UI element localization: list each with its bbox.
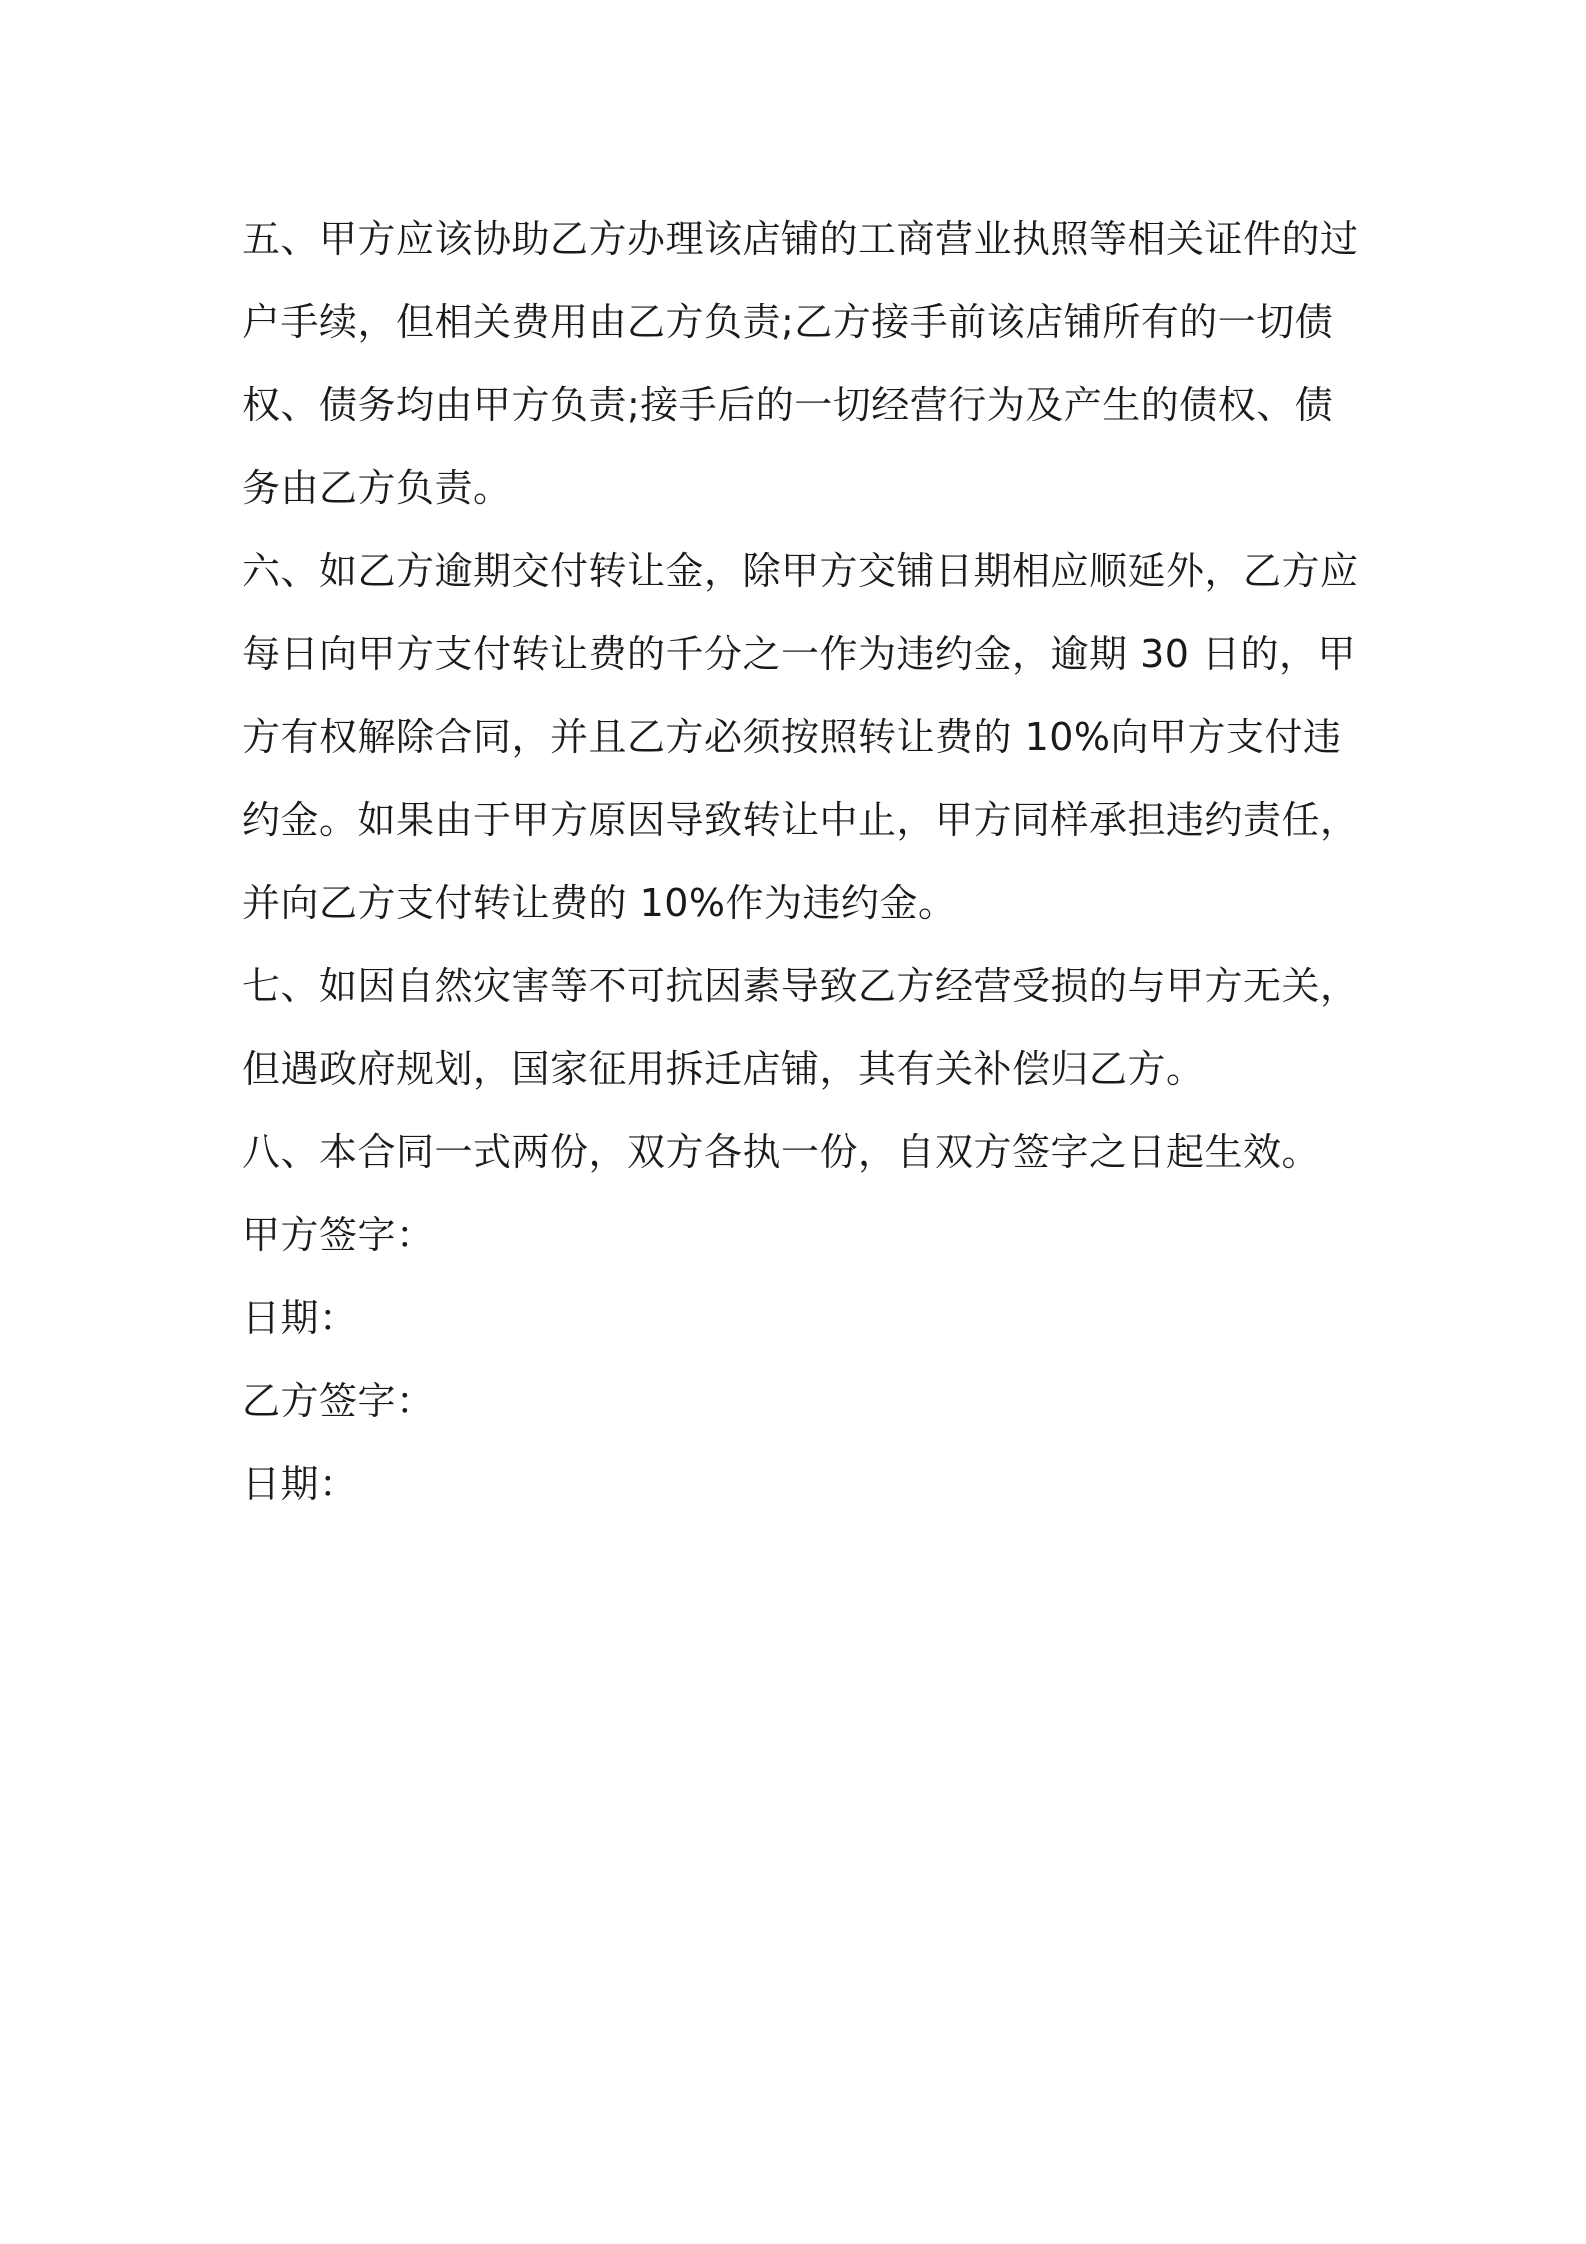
clause-6: 六、如乙方逾期交付转让金，除甲方交铺日期相应顺延外，乙方应每日向甲方支付转让费的千分之一作为违约金，逾期 30 日的，甲方有权解除合同，并且乙方必须按照转让费的 10%向甲方支付违约金。如果由于甲方原因导致转让中止，甲方同样承担违约责任，并向乙方支付转让费的 10%作为违约金。: [242, 549, 1359, 925]
party-a-date-label: 日期：: [242, 1296, 358, 1340]
clause-5: 五、甲方应该协助乙方办理该店铺的工商营业执照等相关证件的过户手续，但相关费用由乙方负责;乙方接手前该店铺所有的一切债权、债务均由甲方负责;接手后的一切经营行为及产生的债权、债务由乙方负责。: [242, 217, 1359, 510]
party-a-signature-label: 甲方签字：: [242, 1213, 435, 1257]
clause-7: 七、如因自然灾害等不可抗因素导致乙方经营受损的与甲方无关，但遇政府规划，国家征用拆迁店铺，其有关补偿归乙方。: [242, 964, 1359, 1091]
contract-body: [242, 198, 1362, 1526]
party-b-signature-label: 乙方签字：: [242, 1379, 435, 1423]
clause-8: 八、本合同一式两份，双方各执一份，自双方签字之日起生效。: [242, 1130, 1321, 1174]
party-b-date-label: 日期：: [242, 1462, 358, 1506]
